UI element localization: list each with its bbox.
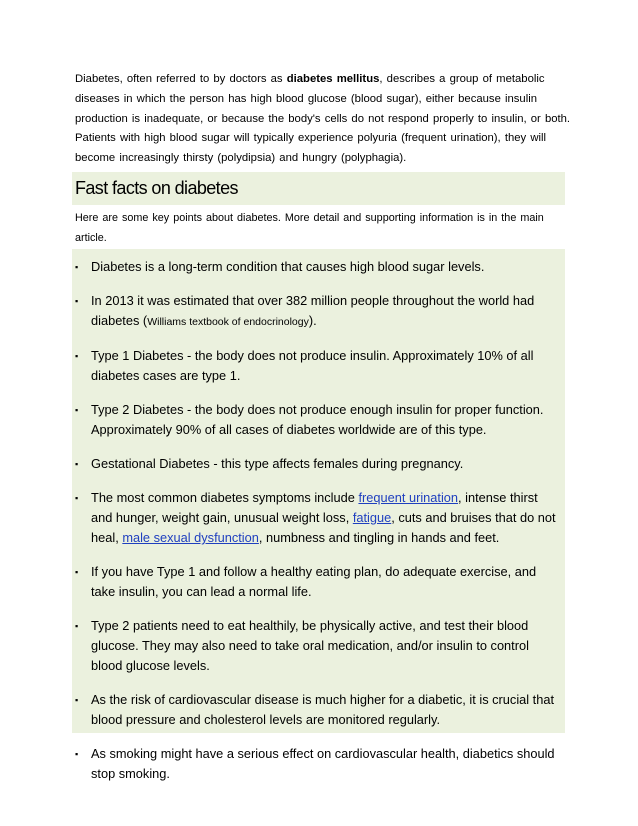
bullet-icon: ▪ — [75, 405, 79, 415]
list-item — [72, 346, 565, 386]
list-item — [72, 744, 565, 784]
bullet-icon: ▪ — [75, 459, 79, 469]
list-item-text: As the risk of cardiovascular disease is much higher for a diabetic, it is crucial that blood pressure and cholesterol levels are monitored regularly. — [91, 692, 555, 727]
intro-paragraph — [75, 70, 575, 169]
list-item — [72, 257, 565, 277]
list-item-text: , cuts and bruises that do not heal, — [91, 510, 556, 545]
list-item-text: ). — [308, 313, 317, 328]
bullet-icon: ▪ — [75, 621, 79, 631]
list-item-text: As smoking might have a serious effect on cardiovascular health, diabetics should stop smoking. — [91, 746, 555, 781]
list-item-text: In 2013 it was estimated that over 382 million people throughout the world had diabetes ( — [91, 293, 535, 328]
list-item — [72, 690, 565, 730]
link-frequent-urination[interactable]: frequent urination — [358, 490, 459, 505]
list-item — [72, 400, 565, 440]
list-item-text: Type 1 Diabetes - the body does not produce insulin. Approximately 10% of all diabetes cases are type 1. — [91, 348, 534, 383]
bullet-icon: ▪ — [75, 493, 79, 503]
list-item — [72, 291, 565, 332]
fast-facts-subtitle: Here are some key points about diabetes. More detail and supporting information is in the main article. — [72, 205, 565, 250]
list-item-text: , numbness and tingling in hands and feet. — [258, 530, 500, 545]
bullet-icon: ▪ — [75, 262, 79, 272]
intro-bold-term: diabetes mellitus — [286, 73, 380, 85]
list-item-text: Type 2 patients need to eat healthily, be physically active, and test their blood glucose. They may also need to take oral medication, and/or insulin to control blood glucose levels. — [91, 618, 529, 673]
link-male-sexual-dysfunction[interactable]: male sexual dysfunction — [122, 530, 259, 545]
citation-text: Williams textbook of endocrinology — [147, 316, 309, 328]
fast-facts-title: Fast facts on diabetes — [75, 178, 238, 198]
list-item — [72, 454, 565, 474]
key-points-box — [72, 249, 565, 781]
list-item — [72, 616, 565, 676]
list-item-text: The most common diabetes symptoms include — [91, 490, 359, 505]
bullet-icon: ▪ — [75, 567, 79, 577]
fast-facts-header — [72, 172, 565, 250]
list-item-text: Gestational Diabetes - this type affects females during pregnancy. — [91, 456, 464, 471]
list-item-text: , intense thirst and hunger, weight gain, unusual weight loss, — [91, 490, 538, 525]
link-fatigue[interactable]: fatigue — [352, 510, 392, 525]
list-item — [72, 488, 565, 548]
bullet-icon: ▪ — [75, 351, 79, 361]
intro-text-rest: , describes a group of metabolic diseases in which the person has high blood glucose (blood sugar), either because insulin production is inadequate, or because the body's cells do not respond properly to insulin, or both. Patients with high blood sugar will typically experience polyuria (frequent urination), they will become increasingly thirsty (polydipsia) and hungry (polyphagia). — [75, 73, 571, 165]
bullet-icon: ▪ — [75, 749, 79, 759]
list-item-text: Diabetes is a long-term condition that causes high blood sugar levels. — [91, 259, 485, 274]
list-item-text: If you have Type 1 and follow a healthy eating plan, do adequate exercise, and take insulin, you can lead a normal life. — [91, 564, 537, 599]
key-points-list — [72, 249, 565, 784]
list-item-text: Type 2 Diabetes - the body does not produce enough insulin for proper function. Approximately 90% of all cases of diabetes worldwide are of this type. — [91, 402, 544, 437]
intro-text-start: Diabetes, often referred to by doctors as — [75, 73, 287, 85]
bullet-icon: ▪ — [75, 695, 79, 705]
list-item — [72, 562, 565, 602]
bullet-icon: ▪ — [75, 296, 79, 306]
